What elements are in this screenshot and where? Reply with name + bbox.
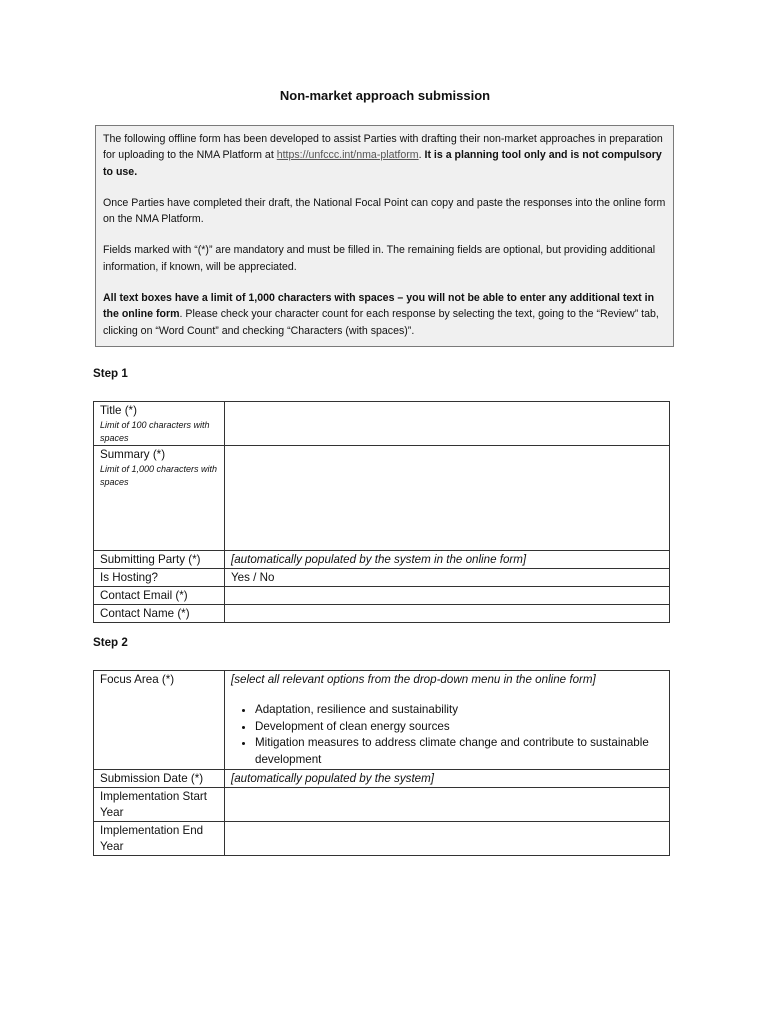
table-row: [94, 569, 670, 587]
intro-paragraph-3: Fields marked with “(*)” are mandatory and must be filled in. The remaining fields are optional, but providing additional information, if known, will be appreciated.: [103, 244, 656, 273]
table-row: [94, 822, 670, 856]
step-1-heading: Step 1: [93, 367, 128, 380]
page-title: Non-market approach submission: [279, 88, 491, 103]
implementation-end-input[interactable]: [225, 822, 670, 856]
nma-platform-link[interactable]: https://unfccc.int/nma-platform: [276, 149, 419, 162]
table-row: [94, 446, 670, 551]
title-input[interactable]: [225, 402, 670, 446]
contact-email-input[interactable]: [225, 587, 670, 605]
list-item: • Adaptation, resilience and sustainability: [255, 702, 663, 719]
focus-area-cell[interactable]: [225, 671, 670, 770]
table-row: [94, 587, 670, 605]
table-row: [94, 402, 670, 446]
implementation-end-label: Implementation End Year: [94, 822, 225, 856]
step-1-table: [93, 401, 670, 623]
is-hosting-input[interactable]: Yes / No: [225, 569, 670, 587]
submission-date-value: [automatically populated by the system]: [225, 770, 670, 788]
intro-box: [95, 125, 674, 347]
focus-area-instruction: [select all relevant options from the drop-down menu in the online form]: [231, 673, 596, 686]
contact-name-input[interactable]: [225, 605, 670, 623]
intro-paragraph-4: All text boxes have a limit of 1,000 characters with spaces – you will not be able to enter any additional text in the online form. Please check your character count for each response by selecting the text, going to the “Review” tab, clicking on “Word Count” and checking “Characters (with spaces)”.: [103, 292, 659, 337]
summary-hint: Limit of 1,000 characters with spaces: [100, 464, 218, 487]
title-hint: Limit of 100 characters with spaces: [100, 420, 210, 443]
submitting-party-value: [automatically populated by the system in the online form]: [225, 551, 670, 569]
list-item: • Development of clean energy sources: [255, 719, 663, 736]
step-2-heading: Step 2: [93, 636, 128, 649]
submitting-party-label: Submitting Party (*): [94, 551, 225, 569]
list-item: • Mitigation measures to address climate change and contribute to sustainable development: [255, 735, 663, 768]
table-row: [94, 605, 670, 623]
title-label-cell: Title (*) Limit of 100 characters with spaces: [94, 402, 225, 446]
table-row: [94, 770, 670, 788]
step-2-table: [93, 670, 670, 856]
focus-area-options: [231, 702, 663, 768]
summary-input[interactable]: [225, 446, 670, 551]
submission-date-label: Submission Date (*): [94, 770, 225, 788]
summary-label-cell: Summary (*) Limit of 1,000 characters with spaces: [94, 446, 225, 551]
table-row: [94, 788, 670, 822]
focus-area-label: Focus Area (*): [94, 671, 225, 770]
intro-paragraph-2: Once Parties have completed their draft, the National Focal Point can copy and paste the responses into the online form on the NMA Platform.: [103, 196, 666, 226]
table-row: [94, 551, 670, 569]
implementation-start-input[interactable]: [225, 788, 670, 822]
is-hosting-label: Is Hosting?: [94, 569, 225, 587]
table-row: [94, 671, 670, 770]
contact-email-label: Contact Email (*): [94, 587, 225, 605]
implementation-start-label: Implementation Start Year: [94, 788, 225, 822]
intro-paragraph-1: The following offline form has been developed to assist Parties with drafting their non-market approaches in preparation for uploading to the NMA Platform at https://unfccc.int/nma-platform. It is a planning tool only and is not compulsory to use.: [103, 133, 663, 178]
contact-name-label: Contact Name (*): [94, 605, 225, 623]
